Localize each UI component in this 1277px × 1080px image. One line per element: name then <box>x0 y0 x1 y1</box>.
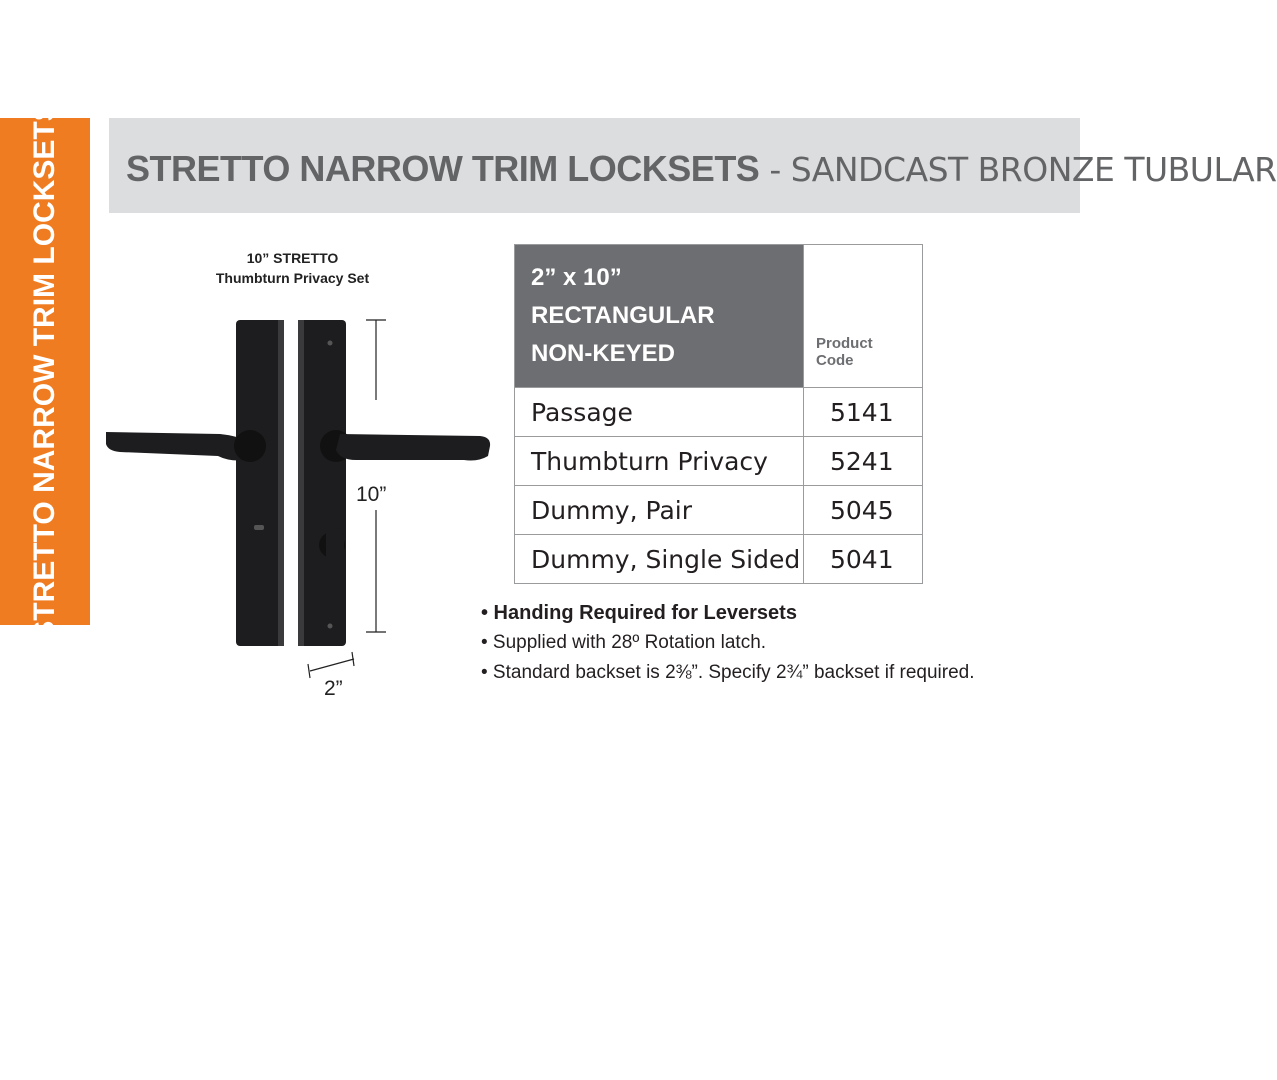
row-code: 5141 <box>804 388 923 437</box>
table-header-row <box>515 245 923 388</box>
table-heading-line2: NON-KEYED <box>531 340 676 367</box>
left-lever-handle <box>106 430 266 462</box>
page-title <box>126 148 1277 190</box>
emergency-release-slot-icon <box>254 525 264 530</box>
row-code: 5045 <box>804 486 923 535</box>
left-trim-plate <box>236 320 284 646</box>
table-heading-line1: 2” x 10” RECTANGULAR <box>531 264 715 329</box>
notes-list <box>481 598 975 688</box>
height-dimension-line <box>366 320 386 632</box>
product-code-header: Product Code <box>804 245 923 388</box>
width-dimension-label: 2” <box>324 677 343 700</box>
table-heading <box>515 245 804 388</box>
table-row <box>515 437 923 486</box>
note-handing: • Handing Required for Leversets <box>481 602 797 624</box>
figure-caption-line1: 10” STRETTO <box>246 250 339 266</box>
row-name: Passage <box>515 388 804 437</box>
table-row <box>515 535 923 584</box>
table-row <box>515 486 923 535</box>
side-tab <box>0 101 90 641</box>
page-title-subtitle: - SANDCAST BRONZE TUBULAR <box>759 150 1277 189</box>
width-dimension-line <box>308 652 354 678</box>
row-code: 5241 <box>804 437 923 486</box>
product-code-table <box>514 244 923 584</box>
height-dimension-label: 10” <box>356 483 387 506</box>
figure-caption-line2: Thumbturn Privacy Set <box>215 270 370 286</box>
right-lever-handle <box>320 430 490 462</box>
right-trim-plate <box>298 320 346 646</box>
row-name: Thumbturn Privacy <box>515 437 804 486</box>
header-band <box>109 118 1277 213</box>
table-row <box>515 388 923 437</box>
row-name: Dummy, Pair <box>515 486 804 535</box>
page-title-bold: STRETTO NARROW TRIM LOCKSETS <box>126 148 760 189</box>
note-rotation-latch: • Supplied with 28º Rotation latch. <box>481 632 767 653</box>
figure-caption <box>195 248 390 288</box>
note-backset: • Standard backset is 2⅜”. Specify 2¾” backset if required. <box>481 662 975 683</box>
side-tab-label: STRETTO NARROW TRIM LOCKSETS <box>28 101 61 641</box>
row-code: 5041 <box>804 535 923 584</box>
lockset-illustration <box>100 310 500 700</box>
row-name: Dummy, Single Sided <box>515 535 804 584</box>
